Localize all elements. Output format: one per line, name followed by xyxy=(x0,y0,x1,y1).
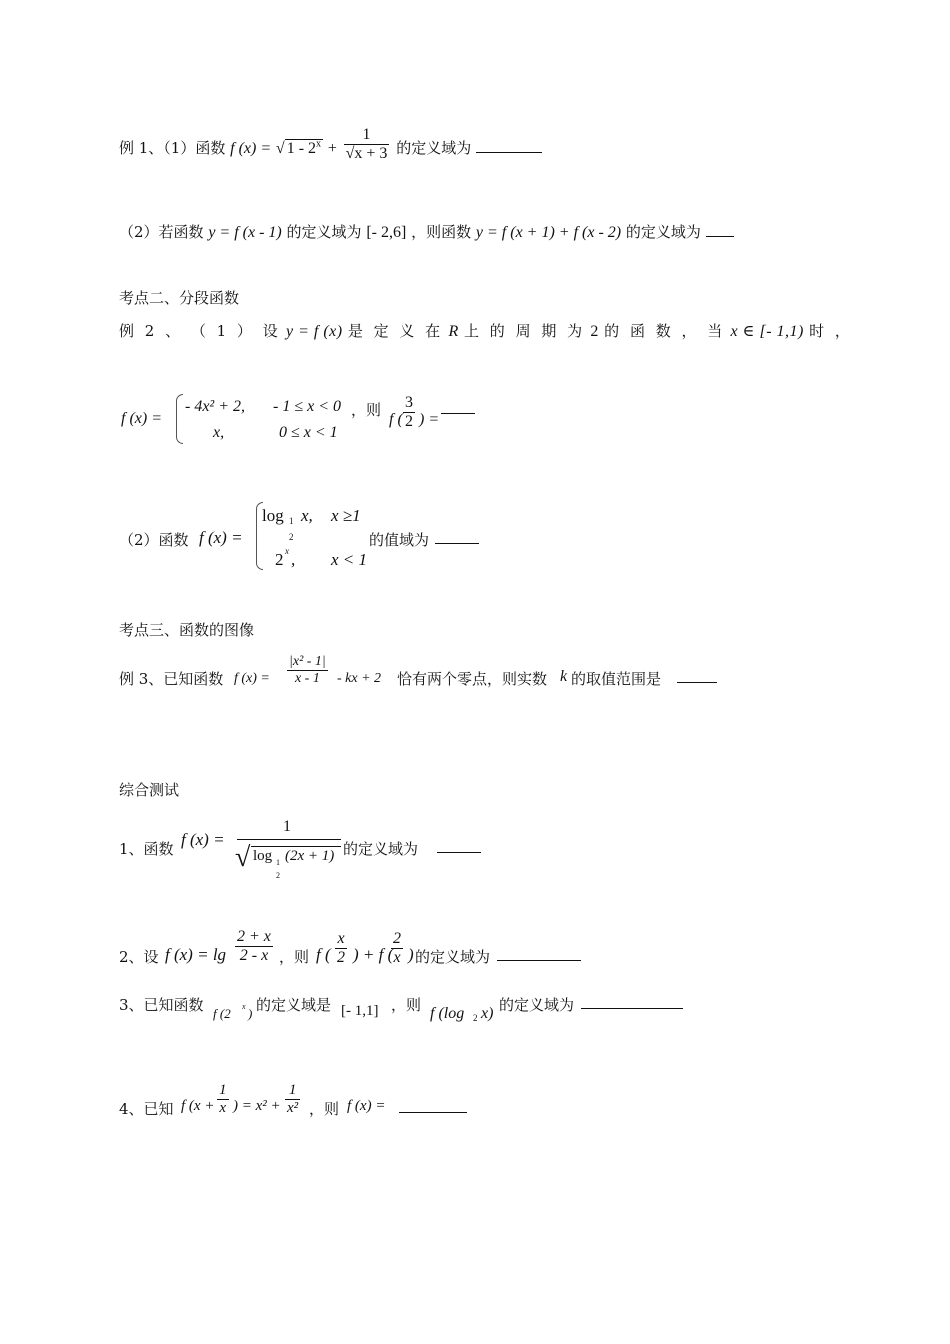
ex1-p1-plus: + xyxy=(327,139,337,157)
q1-root-bar xyxy=(251,846,341,847)
ex2-case1-cond: - 1 ≤ x < 0 xyxy=(273,398,342,415)
ex1-p1-fraction xyxy=(344,126,390,164)
ex2-case2-expr: x, xyxy=(213,424,225,441)
ex2-piecewise xyxy=(119,392,539,448)
ex2-line1 xyxy=(119,324,853,340)
q1-num: 1 xyxy=(283,818,291,835)
ex2b-prefix: （2）函数 xyxy=(119,531,189,549)
ex2-case2-cond: 0 ≤ x < 1 xyxy=(279,424,338,441)
test-q2 xyxy=(119,926,619,980)
ex1-p1-sqrt xyxy=(285,139,323,157)
ex1-p1-suffix: 的定义域为 xyxy=(396,138,472,157)
ex1-p1-sqrt-exp: x xyxy=(316,138,322,150)
ex1-p2-expr2: y = f (x + 1) + f (x - 2) xyxy=(475,224,622,241)
ex2-mid3: 的 函 数 ， 当 xyxy=(604,322,726,340)
ex3-mid: 恰有两个零点，则实数 xyxy=(397,670,548,688)
ex3-answer-blank[interactable] xyxy=(677,668,717,683)
ex3-prefix: 例 3、已知函数 xyxy=(119,670,224,688)
ex1-p2-prefix: （2）若函数 xyxy=(119,223,204,241)
q1-base2: 2 xyxy=(276,871,280,880)
ex2b-case1 xyxy=(262,506,284,526)
q4-answer-blank[interactable] xyxy=(399,1098,467,1113)
ex1-p1-prefix: 例 1、（1）函数 xyxy=(119,138,226,157)
ex1-p1-den-text: x + 3 xyxy=(354,145,388,163)
ex3-rest: - kx + 2 xyxy=(337,671,382,686)
test-heading: 综合测试 xyxy=(119,781,180,799)
ex2b-case2-cond: x < 1 xyxy=(331,550,368,569)
q3-exp: x xyxy=(242,1002,246,1011)
q1-log: log xyxy=(253,848,273,864)
ex2b-base2: 2 xyxy=(289,532,294,542)
q2-f1-den: 2 xyxy=(337,949,345,967)
ex1-p1-fx: f (x) = xyxy=(230,139,272,157)
q4-f: f (x + xyxy=(181,1098,215,1114)
q1-root-sign: √ xyxy=(235,842,251,873)
ex2-mid2: 上 的 周 期 为 xyxy=(464,322,586,340)
q2-f1-num: x xyxy=(337,930,345,947)
ex2b-piecewise xyxy=(119,500,539,574)
q2-frac xyxy=(235,928,273,966)
q4-then: ，则 xyxy=(309,1100,340,1118)
q2-prefix: 2、设 xyxy=(119,948,159,966)
ex1-p1-sqrt-sign: √ xyxy=(275,139,285,157)
ex2-case1-expr: - 4x² + 2, xyxy=(185,398,246,415)
ex2b-case1-rest: x, xyxy=(301,506,313,525)
ex2b-case2-exp: x xyxy=(285,546,289,556)
ex2-ask-den: 2 xyxy=(405,413,413,431)
ex1-p2-answer-blank[interactable] xyxy=(706,222,734,237)
ex2-fx: f (x) = xyxy=(121,410,162,427)
ex2b-case2-rest: , xyxy=(291,550,296,569)
section2-heading: 考点二、分段函数 xyxy=(119,289,240,307)
ex1-p2-interval: [- 2,6] xyxy=(366,224,407,241)
ex2b-case2: 2 xyxy=(275,550,284,569)
ex2-ask-frac xyxy=(403,394,415,432)
section3-heading: 考点三、函数的图像 xyxy=(119,621,255,639)
ex1-p1-den: √x + 3 xyxy=(345,145,388,163)
q1-suffix: 的定义域为 xyxy=(343,840,419,858)
ex2-ask-num: 3 xyxy=(405,394,413,411)
ex1-p1-num: 1 xyxy=(362,126,371,143)
q4-ask: f (x) = xyxy=(347,1098,386,1114)
ex2b-log: log xyxy=(262,506,284,525)
ex2b-suffix: 的值域为 xyxy=(369,531,430,549)
q1-fx: f (x) = xyxy=(181,830,225,849)
q1-fraction-line xyxy=(237,839,341,840)
ex2-y: y = f (x) xyxy=(285,323,343,340)
ex2-end: 时 ， xyxy=(809,322,853,340)
q4-frac1 xyxy=(217,1082,229,1118)
q3-fclose: ) xyxy=(248,1006,253,1021)
ex2-mid: 是 定 义 在 xyxy=(347,322,444,340)
q3-then: ，则 xyxy=(391,996,422,1014)
ex2b-case1-cond: x ≥1 xyxy=(331,506,361,525)
ex1-p1-answer-blank[interactable] xyxy=(476,138,542,153)
ex2-cond: x ∈ [- 1,1) xyxy=(730,323,804,340)
ex2-answer-blank[interactable] xyxy=(441,399,475,414)
q1-answer-blank[interactable] xyxy=(437,838,481,853)
q4-prefix: 4、已知 xyxy=(119,1100,174,1118)
test-q3 xyxy=(119,990,719,1030)
q2-num: 2 + x xyxy=(237,928,271,945)
q3-f2-rest: x) xyxy=(481,1005,494,1022)
ex2-ask-end: ) = xyxy=(419,411,440,428)
q3-suffix: 的定义域为 xyxy=(499,996,575,1014)
q4-num2: 1 xyxy=(288,1082,297,1098)
q4-eq: ) = x² + xyxy=(233,1098,281,1114)
q3-f: f (2 xyxy=(213,1006,231,1021)
q2-f2-frac xyxy=(391,930,403,968)
q1-prefix: 1、函数 xyxy=(119,840,174,858)
q2-f1-frac xyxy=(335,930,347,968)
test-q1 xyxy=(119,814,539,882)
ex1-p2-expr: y = f (x - 1) xyxy=(208,224,282,241)
q4-num1: 1 xyxy=(219,1082,227,1098)
ex3-den: x - 1 xyxy=(287,670,328,687)
ex3-num: |x² - 1| xyxy=(289,654,326,669)
q3-f2: f (log xyxy=(430,1005,465,1022)
ex2-R: R xyxy=(448,323,459,340)
ex1-p1-sqrt-body: 1 - 2 xyxy=(286,139,317,157)
ex1-p2-mid: 的定义域为 xyxy=(286,223,362,241)
ex2-two: 2 xyxy=(590,323,599,340)
q2-close: ) xyxy=(408,945,414,964)
q3-answer-blank[interactable] xyxy=(581,994,683,1009)
q2-plus: ) + f ( xyxy=(353,945,394,964)
ex3-k: k xyxy=(560,668,568,685)
q4-den1: x xyxy=(217,1099,229,1117)
ex3-fx: f (x) = xyxy=(234,671,270,686)
q2-fx: f (x) = lg xyxy=(165,945,227,964)
q2-suffix: 的定义域为 xyxy=(415,948,491,966)
q2-f1: f ( xyxy=(316,945,331,964)
q1-base1: 1 xyxy=(276,858,280,867)
test-q4 xyxy=(119,1082,539,1132)
ex1-p2-then: ，则函数 xyxy=(411,223,472,241)
q3-prefix: 3、已知函数 xyxy=(119,996,204,1014)
ex2b-fx: f (x) = xyxy=(199,528,243,547)
q2-answer-blank[interactable] xyxy=(497,946,581,961)
ex1-part2 xyxy=(119,222,734,241)
ex2-ask-f: f ( xyxy=(389,411,403,428)
ex3-frac xyxy=(287,654,328,687)
q4-den2: x² xyxy=(287,1100,299,1117)
q2-f2-num: 2 xyxy=(393,930,401,947)
q3-mid: 的定义域是 xyxy=(256,996,332,1014)
ex3 xyxy=(119,652,739,702)
q3-f2-base: 2 xyxy=(473,1013,478,1023)
ex1-part1 xyxy=(119,126,542,164)
ex1-p2-suffix: 的定义域为 xyxy=(625,223,701,241)
ex2b-answer-blank[interactable] xyxy=(435,529,479,544)
ex2-then: ，则 xyxy=(351,401,382,419)
ex3-suffix: 的取值范围是 xyxy=(571,670,662,688)
q1-rest: (2x + 1) xyxy=(285,848,335,864)
q2-f2-den: x xyxy=(391,948,403,967)
ex2-brace xyxy=(176,394,183,444)
q4-frac2 xyxy=(285,1082,300,1118)
q2-then: ，则 xyxy=(279,948,310,966)
q2-den: 2 - x xyxy=(235,946,273,965)
ex2-line1-prefix: 例 2 、 （ 1 ） 设 xyxy=(119,322,281,340)
ex2b-base1: 1 xyxy=(289,516,294,526)
q3-interval: [- 1,1] xyxy=(341,1003,379,1019)
